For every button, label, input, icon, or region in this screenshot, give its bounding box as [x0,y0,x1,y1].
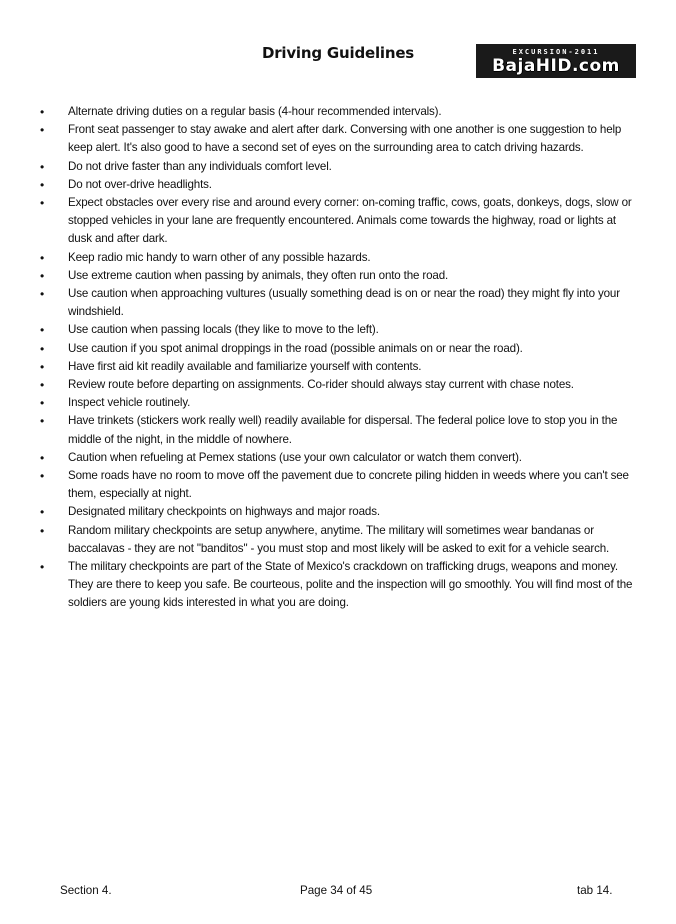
bajahid-logo [476,44,636,78]
list-item-text: Do not over-drive headlights. [68,177,212,191]
list-item-text: Use caution when approaching vultures (usually something dead is on or near the road) they might fly into your windshield. [68,287,620,319]
bullet-icon: • [40,105,45,119]
list-item-text: Front seat passenger to stay awake and alert after dark. Conversing with one another is one suggestion to help keep alert. It's also good to have a second set of eyes on the surrounding area to catch driving hazards. [68,123,622,155]
list-item [40,449,640,467]
list-item [40,249,640,267]
list-item-text: Use caution when passing locals (they like to move to the left). [68,323,379,337]
list-item-text: Inspect vehicle routinely. [68,396,191,410]
list-item-text: Caution when refueling at Pemex stations (use your own calculator or watch them convert). [68,450,522,464]
list-item-text: Random military checkpoints are setup anywhere, anytime. The military will sometimes wear bandanas or baccalavas - they are not "banditos" - you must stop and most likely will be asked to exit for a vehicle search. [68,523,610,555]
bullet-icon: • [40,505,45,520]
bullet-icon: • [40,378,45,393]
page-title: Driving Guidelines [261,44,415,62]
footer-tab: tab 14. [577,884,613,897]
bullet-icon: • [40,523,45,538]
list-item [40,522,640,558]
bullet-icon: • [40,268,45,283]
list-item-text: Some roads have no room to move off the pavement due to concrete piling hidden in weeds where you can't see them, especially at night. [68,469,629,501]
list-item [40,267,640,285]
list-item [40,321,640,339]
bullet-icon: • [40,341,45,356]
bullet-icon: • [40,159,45,174]
list-item-text: The military checkpoints are part of the State of Mexico's crackdown on trafficking drugs, weapons and money. They are there to keep you safe. Be courteous, polite and the inspection will go smoothly. You will find most of the soldiers are young kids interested in what you are doing. [68,560,633,610]
list-item [40,558,640,613]
list-item [40,394,640,412]
list-item-text: Have trinkets (stickers work really well) readily available for dispersal. The federal police love to stop you in the middle of the night, in the middle of nowhere. [68,414,618,446]
list-item-text: Use caution if you spot animal droppings in the road (possible animals on or near the road). [68,341,523,355]
bullet-icon: • [40,469,45,484]
bullet-icon: • [40,177,45,192]
list-item [40,121,640,157]
list-item-text: Use extreme caution when passing by animals, they often run onto the road. [68,268,449,282]
logo-excursion-text: EXCURSION-2011 [512,48,600,56]
list-item [40,503,640,521]
list-item [40,158,640,176]
list-item-text: Keep radio mic handy to warn other of any possible hazards. [68,250,371,264]
list-item [40,103,640,121]
bullet-icon: • [40,196,45,211]
list-item-text: Designated military checkpoints on highways and major roads. [68,505,380,519]
list-item-text: Expect obstacles over every rise and around every corner: on-coming traffic, cows, goats, donkeys, dogs, slow or stopped vehicles in your lane are frequently encountered. Animals come towards the highway, road or lights at dusk and after dark. [68,196,632,246]
bullet-icon: • [40,396,45,411]
bullet-icon: • [40,414,45,429]
list-item [40,376,640,394]
list-item [40,340,640,358]
bullet-icon: • [40,560,45,575]
list-item [40,358,640,376]
guidelines-list [40,103,640,613]
list-item-text: Alternate driving duties on a regular basis (4-hour recommended intervals). [68,105,442,118]
list-item [40,285,640,321]
list-item [40,412,640,448]
logo-brand-text: BajaHID.com [492,56,620,76]
list-item-text: Have first aid kit readily available and familiarize yourself with contents. [68,359,422,373]
bullet-icon: • [40,287,45,302]
list-item-text: Review route before departing on assignments. Co-rider should always stay current with chase notes. [68,378,574,392]
list-item [40,194,640,249]
list-item-text: Do not drive faster than any individuals comfort level. [68,159,332,173]
bullet-icon: • [40,359,45,374]
list-item [40,176,640,194]
bullet-icon: • [40,123,45,138]
footer-section: Section 4. [60,884,112,897]
bullet-icon: • [40,323,45,338]
bullet-icon: • [40,450,45,465]
list-item [40,467,640,503]
bullet-icon: • [40,250,45,265]
footer-page-number: Page 34 of 45 [300,884,373,897]
